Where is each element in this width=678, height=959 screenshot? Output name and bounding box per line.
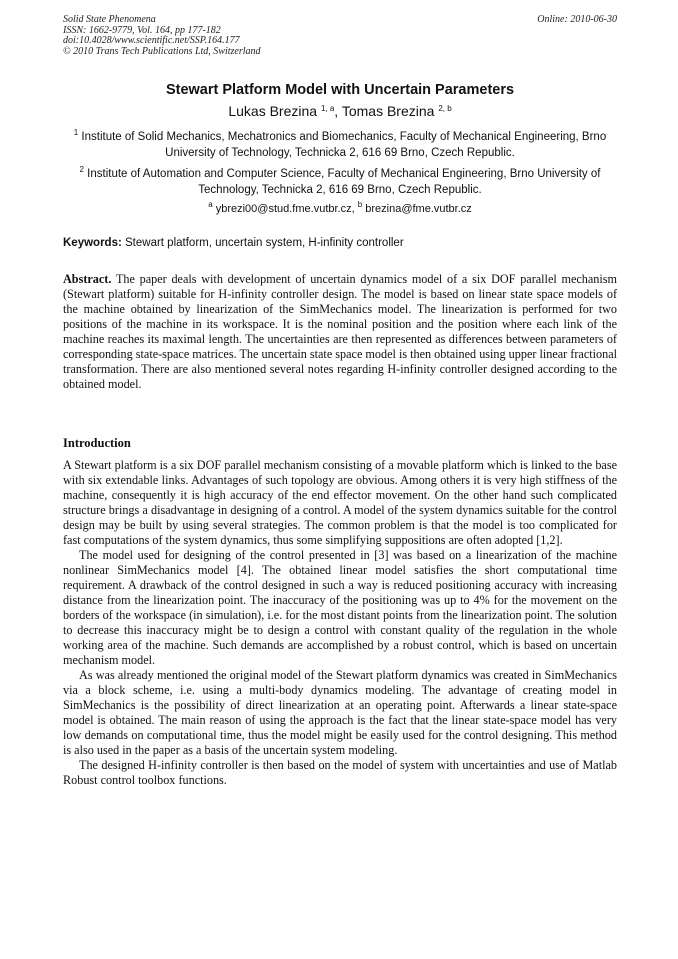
affiliation-text: Institute of Automation and Computer Science, Faculty of Mechanical Engineering, Brno University of Technology, Technicka 2, 616 69 Brno, Czech Republic. [87,168,601,196]
online-date: Online: 2010-06-30 [537,14,617,25]
email-marker: a [208,200,213,209]
author-superscript: 2, b [438,104,452,113]
keywords-text: Stewart platform, uncertain system, H-infinity controller [125,237,404,249]
email-address: brezina@fme.vutbr.cz [365,203,472,215]
copyright-line: © 2010 Trans Tech Publications Ltd, Switzerland [63,45,261,57]
publication-header [63,15,617,57]
introduction-body [63,458,617,788]
body-paragraph: A Stewart platform is a six DOF parallel mechanism consisting of a movable platform which is linked to the base with six extendable links. Advantages of such topology are obvious. Among others it is very high stiffness of the machine, consequently it is high accuracy of the end effector movement. On the other hand such complicated structure brings a disadvantage in designing of a control. A model of the system dynamics suitable for the control design may be built by using several strategies. The common problem is that the model is too complicated for fast computations of the system dynamics, thus some simplifying suppositions are often adopted [1,2]. [63,458,617,547]
abstract [63,272,617,392]
body-paragraph: The designed H-infinity controller is then based on the model of system with uncertainties and use of Matlab Robust control toolbox functions. [63,758,617,787]
abstract-text: The paper deals with development of uncertain dynamics model of a six DOF parallel mechanism (Stewart platform) suitable for H-infinity controller design. The model is based on linear state space models of the machine obtained by linearization of the SimMechanics model. The linearization is performed for two positions of the machine in its workspace. It is the nominal position and the position where each link of the machine reaches its maximal length. The uncertainties are then represented as differences between parameters of corresponding state-space matrices. The uncertain state space model is then obtained using upper linear fractional transformation. There are also mentioned several notes regarding H-infinity controller designed according to the obtained model. [63,272,617,391]
author-list [63,103,617,119]
affiliation-1 [70,129,610,161]
abstract-label: Abstract. [63,272,112,286]
email-separator: , [351,203,358,215]
affiliation-2 [70,166,610,198]
issn-line: ISSN: 1662-9779, Vol. 164, pp 177-182 [63,24,221,36]
affiliation-marker: 2 [79,165,84,174]
email-marker: b [357,200,363,209]
keywords-label: Keywords: [63,237,122,249]
body-paragraph: The model used for designing of the control presented in [3] was based on a linearization of the machine nonlinear SimMechanics model [4]. The obtained linear model satisfies the short computational time requirement. A drawback of the control designed in such a way is reduced positioning accuracy with increasing distance from the linearization point. The inaccuracy of the positioning was up to 4% for the movement on the borders of the workspace (in simulation), i.e. for the most distant points from the linearization point. The solution to decrease this inaccuracy might be to design a control with constant quality of the regulation in the whole working area of the machine. Such demands are accomplished by a robust control, which is based on uncertain mechanism model. [63,548,617,667]
journal-name: Solid State Phenomena [63,14,156,25]
affiliation-text: Institute of Solid Mechanics, Mechatronics and Biomechanics, Faculty of Mechanical Engineering, Brno University of Technology, Technicka 2, 616 69 Brno, Czech Republic. [81,131,607,159]
affiliation-marker: 1 [73,128,79,137]
email-address: ybrezi00@stud.fme.vutbr.cz [215,203,352,215]
doi-line: doi:10.4028/www.scientific.net/SSP.164.177 [63,35,240,46]
keywords [63,237,617,249]
body-paragraph: As was already mentioned the original model of the Stewart platform dynamics was created in SimMechanics via a block scheme, i.e. using a multi-body dynamics modeling. The advantage of creating model in SimMechanics is the possibility of direct linearization at an operating point. Afterwards a linear state-space model is obtained. The main reason of using the approach is the fact that the linear state-space model has very low demands on computational time, thus the model might be easily used for the control designing. This method is also used in the paper as a basis of the uncertain system modeling. [63,668,617,757]
author-superscript: 1, a [320,104,335,113]
section-heading-introduction: Introduction [63,436,131,450]
author-separator: , [334,103,342,119]
paper-title: Stewart Platform Model with Uncertain Parameters [165,82,515,98]
author-name: Tomas Brezina [341,103,435,119]
author-name: Lukas Brezina [228,103,318,119]
author-emails [63,200,617,215]
